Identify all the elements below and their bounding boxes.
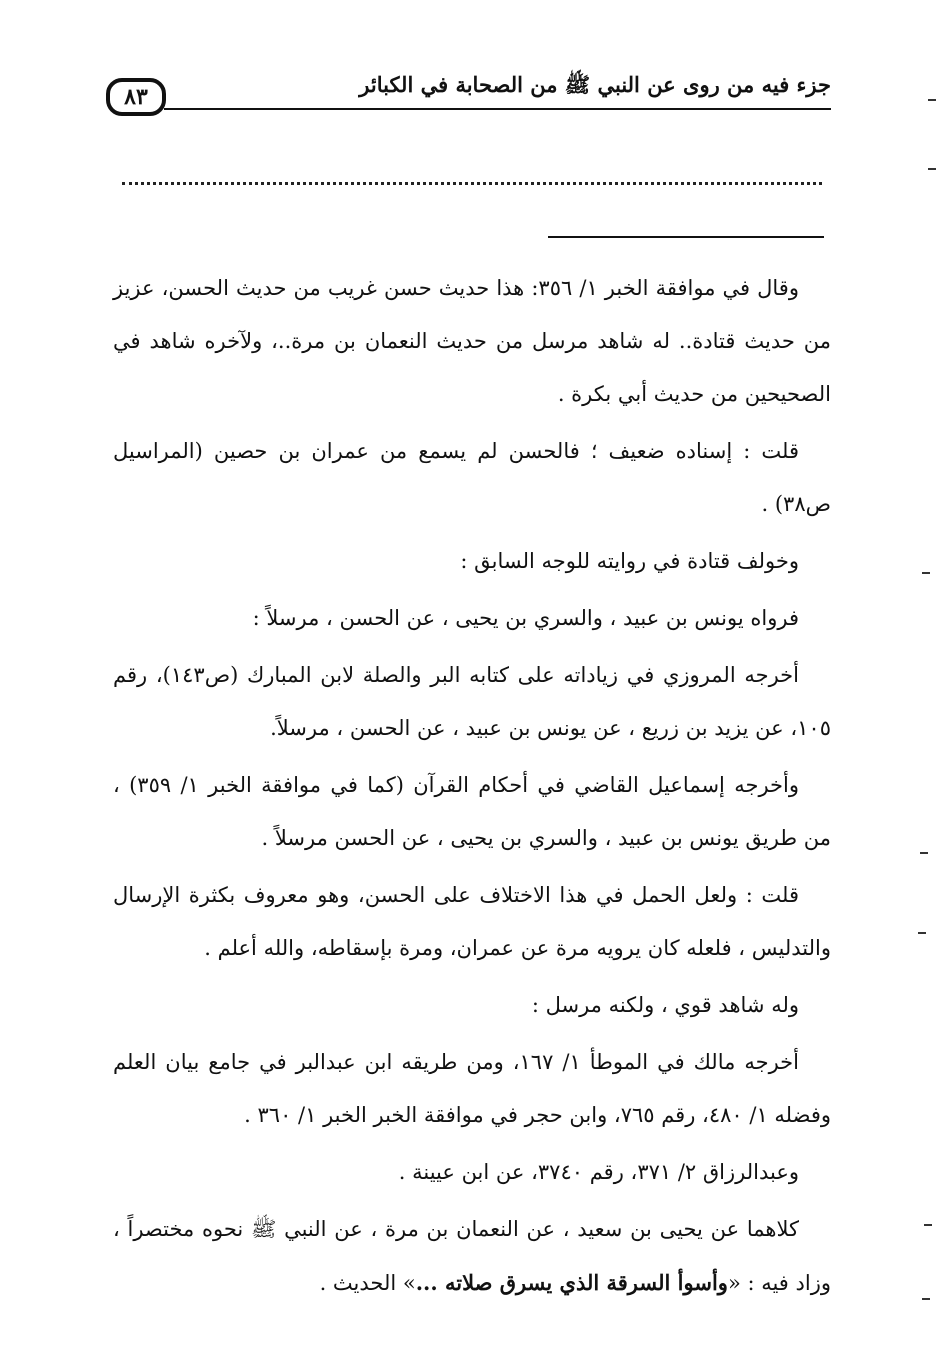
- paragraph: وأخرجه إسماعيل القاضي في أحكام القرآن (كما في موافقة الخبر ١/ ٣٥٩) ، من طريق يونس بن عبيد ، والسري بن يحيى ، عن الحسن مرسلاً .: [113, 773, 831, 850]
- page-header: [106, 62, 831, 126]
- edge-mark: [918, 932, 926, 934]
- paragraph: أخرجه المروزي في زياداته على كتابه البر والصلة لابن المبارك (ص١٤٣)، رقم ١٠٥، عن يزيد بن زريع ، عن يونس بن عبيد ، عن الحسن ، مرسلاً.: [113, 663, 831, 740]
- edge-mark: [924, 1224, 932, 1226]
- edge-mark: [928, 168, 936, 170]
- paragraph: وقال في موافقة الخبر ١/ ٣٥٦: هذا حديث حسن غريب من حديث الحسن، عزيز من حديث قتادة.. له شاهد مرسل من حديث النعمان بن مرة..، ولآخره شاهد في الصحيحين من حديث أبي بكرة .: [113, 276, 831, 406]
- header-rule: [164, 108, 831, 110]
- page-number: ٨٣: [124, 84, 148, 110]
- edge-mark: [928, 99, 936, 101]
- paragraph: أخرجه مالك في الموطأ ١/ ١٦٧، ومن طريقه ابن عبدالبر في جامع بيان العلم وفضله ١/ ٤٨٠، رقم ٧٦٥، وابن حجر في موافقة الخبر الخبر ١/ ٣٦٠ .: [113, 1050, 831, 1127]
- edge-mark: [922, 1298, 930, 1300]
- paragraph: وله شاهد قوي ، ولكنه مرسل :: [531, 993, 799, 1017]
- paragraph: قلت : ولعل الحمل في هذا الاختلاف على الحسن، وهو معروف بكثرة الإرسال والتدليس ، فلعله كان يرويه مرة عن عمران، ومرة بإسقاطه، والله أعلم .: [113, 883, 831, 960]
- dotted-separator: [122, 182, 822, 185]
- paragraph: قلت : إسناده ضعيف ؛ فالحسن لم يسمع من عمران بن حصين (المراسيل ص٣٨) .: [113, 439, 831, 516]
- paragraph-last: [113, 1203, 831, 1310]
- paragraph: وخولف قتادة في روايته للوجه السابق :: [460, 549, 799, 573]
- footnote-rule: [548, 236, 824, 238]
- hadith-quote: وأسوأ السرقة الذي يسرق صلاته ...: [415, 1270, 728, 1295]
- body-text: [113, 262, 831, 1314]
- text-after-quote: » الحديث .: [319, 1271, 416, 1295]
- edge-mark: [922, 572, 930, 574]
- edge-mark: [920, 852, 928, 854]
- page-number-box: [106, 78, 166, 116]
- text-before-quote: كلاهما عن يحيى بن سعيد ، عن النعمان بن مرة ، عن النبي ﷺ نحوه مختصراً ، وزاد فيه : «: [113, 1217, 831, 1295]
- running-title: جزء فيه من روى عن النبي ﷺ من الصحابة في الكبائر: [359, 72, 831, 97]
- paragraph: فرواه يونس بن عبيد ، والسري بن يحيى ، عن الحسن ، مرسلاً :: [252, 606, 799, 630]
- paragraph: وعبدالرزاق ٢/ ٣٧١، رقم ٣٧٤٠، عن ابن عيينة .: [398, 1160, 799, 1184]
